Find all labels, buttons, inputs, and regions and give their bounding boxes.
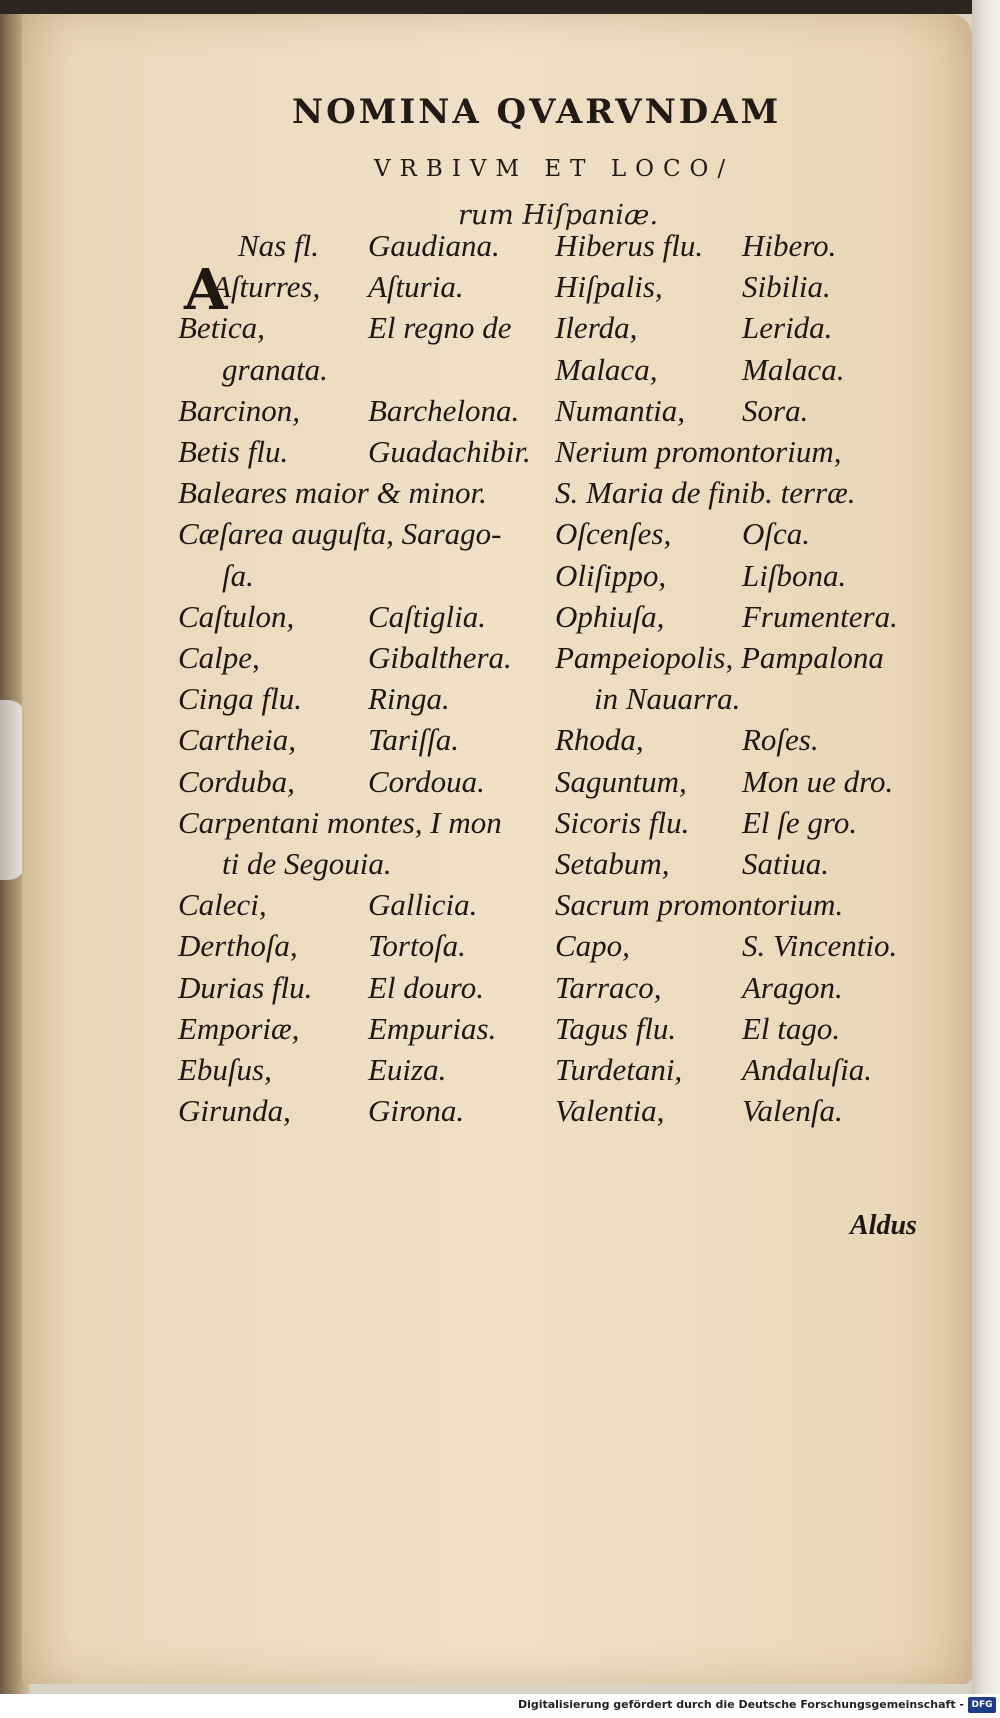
right-column-vernacular-name: El tago.: [742, 1010, 841, 1046]
left-column-latin-name: Carpentani montes, I mon: [178, 804, 502, 840]
left-column-latin-name: Girunda,: [178, 1093, 291, 1129]
left-column-latin-name: Corduba,: [178, 763, 295, 799]
left-column-vernacular-name: Aſturia.: [368, 269, 464, 305]
right-column-latin-name: Sacrum promontorium.: [555, 887, 844, 923]
right-column-latin-name: in Nauarra.: [594, 681, 741, 717]
scan-right-border: [972, 0, 1000, 1718]
scan-top-border: [0, 0, 1000, 14]
digitization-footer: [0, 1694, 1000, 1718]
left-column-latin-name: Baleares maior & minor.: [178, 475, 487, 511]
right-column-vernacular-name: Valenſa.: [742, 1093, 843, 1129]
right-column-vernacular-name: Hibero.: [742, 228, 837, 263]
left-column-vernacular-name: Ringa.: [368, 681, 450, 717]
right-column-latin-name: Malaca,: [555, 351, 658, 387]
right-column-latin-name: Numantia,: [555, 392, 686, 428]
right-column-latin-name: Ilerda,: [555, 310, 638, 346]
left-column-vernacular-name: Gallicia.: [368, 887, 478, 923]
left-column-vernacular-name: Gaudiana.: [368, 228, 500, 263]
right-column-latin-name: Nerium promontorium,: [555, 434, 842, 469]
right-column-vernacular-name: S. Vincentio.: [742, 928, 898, 964]
left-column-latin-name: Barcinon,: [178, 392, 300, 428]
right-column-vernacular-name: Roſes.: [742, 722, 819, 758]
right-column-vernacular-name: Andaluſia.: [742, 1052, 873, 1087]
right-column-vernacular-name: Oſca.: [742, 516, 811, 552]
right-column-latin-name: Pampeiopolis, Pampalona: [555, 640, 884, 675]
right-column-vernacular-name: El ſe gro.: [742, 804, 858, 840]
left-column-latin-name: Ebuſus,: [178, 1052, 272, 1087]
right-column-latin-name: Sicoris flu.: [555, 804, 690, 840]
left-column-latin-name: Betica,: [178, 310, 265, 346]
left-column-latin-name: Calpe,: [178, 640, 260, 675]
right-column-vernacular-name: Aragon.: [742, 969, 843, 1005]
right-column-latin-name: Tagus flu.: [555, 1010, 677, 1046]
right-column-latin-name: Hiberus flu.: [555, 228, 704, 263]
right-column-latin-name: Setabum,: [555, 846, 670, 881]
right-column-vernacular-name: Lerida.: [742, 310, 833, 346]
right-column-latin-name: Turdetani,: [555, 1052, 683, 1087]
book-page: [22, 14, 972, 1684]
left-column-vernacular-name: Guadachibir.: [368, 434, 531, 469]
left-column-latin-name: Durias flu.: [178, 969, 313, 1005]
right-column-latin-name: Oliſippo,: [555, 557, 667, 593]
left-column-vernacular-name: Tortoſa.: [368, 928, 466, 964]
left-column-vernacular-name: El regno de: [368, 310, 512, 346]
dfg-logo-icon: DFG: [968, 1697, 996, 1713]
right-column-vernacular-name: Satiua.: [742, 846, 829, 881]
catchword: Aldus: [850, 1210, 917, 1241]
right-column-vernacular-name: Mon ue dro.: [742, 763, 894, 799]
right-column-latin-name: Rhoda,: [555, 722, 644, 758]
right-column-latin-name: Ophiuſa,: [555, 598, 665, 634]
right-column-latin-name: Hiſpalis,: [555, 269, 663, 305]
left-column-latin-name: Caſtulon,: [178, 598, 295, 634]
left-column-latin-name: Nas fl.: [238, 228, 319, 263]
page-subheading: VRBIVM ET LOCO/: [374, 156, 735, 182]
right-column-latin-name: Saguntum,: [555, 763, 687, 799]
left-column-latin-name: Cæſarea auguſta, Sarago-: [178, 516, 502, 552]
left-column-latin-name: granata.: [222, 351, 328, 387]
page-heading: NOMINA QVARVNDAM: [292, 92, 782, 132]
left-column-latin-name: Emporiæ,: [178, 1010, 300, 1046]
left-column-vernacular-name: Gibalthera.: [368, 640, 512, 675]
left-column-vernacular-name: Tariſſa.: [368, 722, 460, 758]
right-column-latin-name: Tarraco,: [555, 969, 662, 1005]
left-column-vernacular-name: Barchelona.: [368, 392, 520, 428]
left-column-latin-name: ti de Segouia.: [222, 846, 392, 881]
left-column-latin-name: Derthoſa,: [178, 928, 298, 964]
left-column-vernacular-name: El douro.: [368, 969, 484, 1005]
right-column-vernacular-name: Sora.: [742, 392, 809, 428]
left-column-latin-name: Betis flu.: [178, 434, 289, 469]
right-column-latin-name: Capo,: [555, 928, 630, 964]
left-column-latin-name: Caleci,: [178, 887, 267, 923]
right-column-latin-name: S. Maria de finib. terræ.: [555, 475, 856, 511]
left-column-vernacular-name: Cordoua.: [368, 763, 485, 799]
left-column-vernacular-name: Empurias.: [368, 1010, 497, 1046]
right-column-latin-name: Valentia,: [555, 1093, 665, 1129]
footer-credit: Digitalisierung gefördert durch die Deutsche Forschungsgemeinschaft -: [517, 1698, 964, 1711]
left-column-vernacular-name: Caſtiglia.: [368, 598, 486, 634]
left-column-latin-name: Cartheia,: [178, 722, 296, 758]
right-column-latin-name: Oſcenſes,: [555, 516, 672, 552]
left-column-latin-name: Cinga flu.: [178, 681, 303, 717]
left-column-vernacular-name: Girona.: [368, 1093, 465, 1129]
drop-capital: A: [184, 257, 228, 323]
right-column-vernacular-name: Frumentera.: [742, 598, 898, 634]
left-column-latin-name: ſa.: [222, 557, 254, 593]
page-subheading-continued: rum Hiſpaniæ.: [458, 200, 659, 231]
right-column-vernacular-name: Sibilia.: [742, 269, 831, 305]
right-column-vernacular-name: Malaca.: [742, 351, 845, 387]
right-column-vernacular-name: Liſbona.: [742, 557, 847, 593]
left-column-latin-name: Aſturres,: [212, 269, 321, 305]
left-column-vernacular-name: Euiza.: [368, 1052, 447, 1087]
